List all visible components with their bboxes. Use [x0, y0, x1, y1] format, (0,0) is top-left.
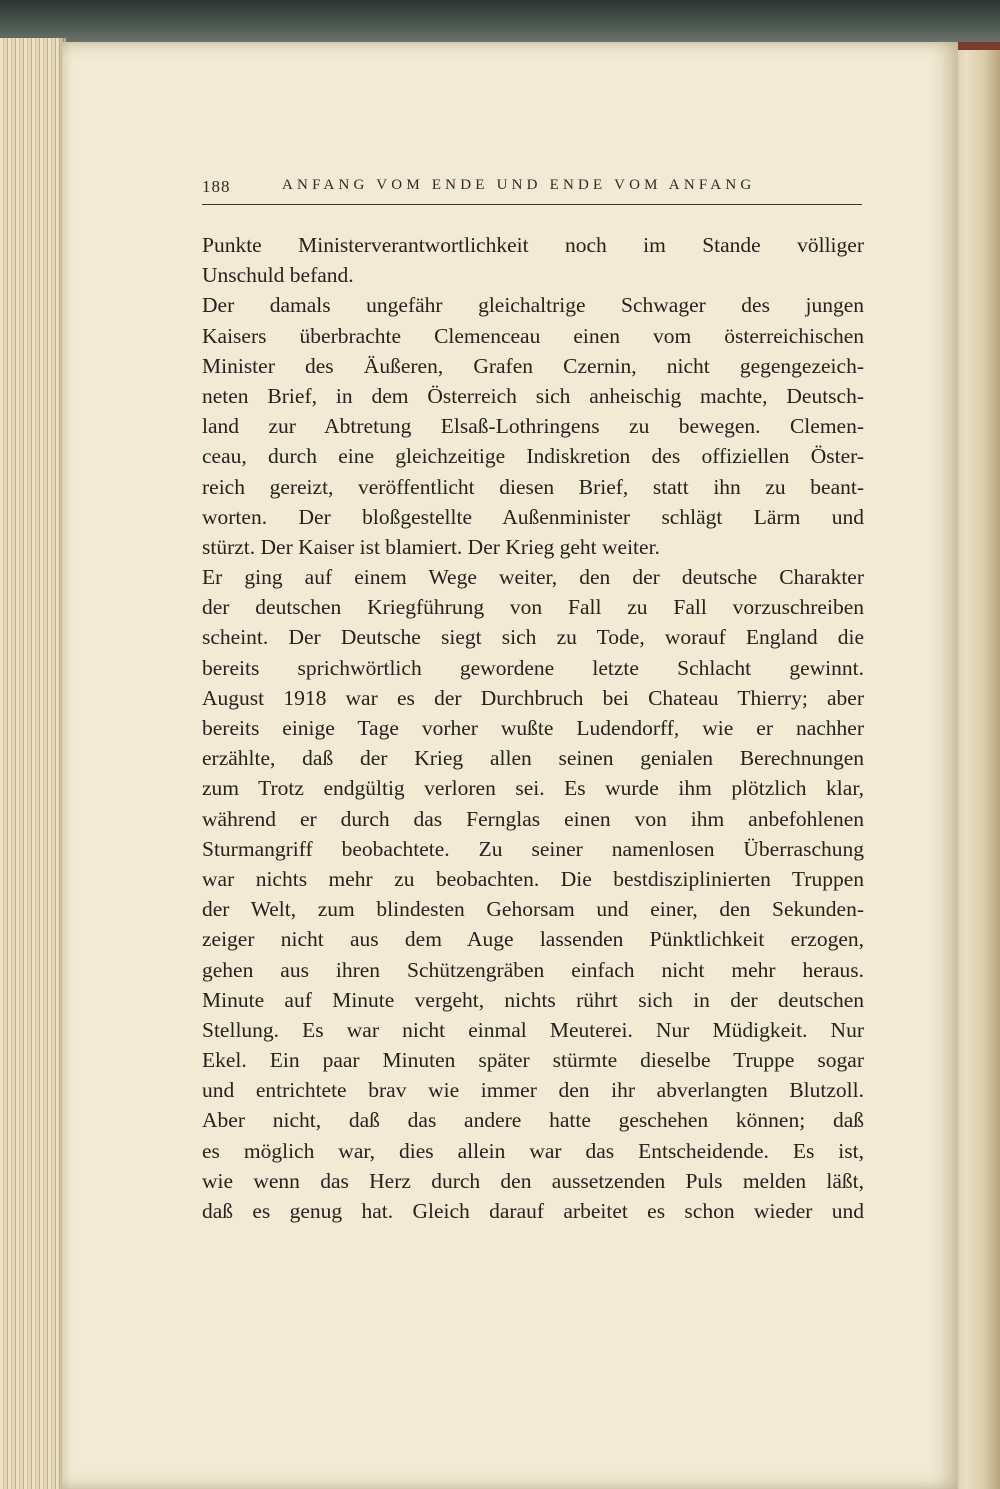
text-line: ceau, durch eine gleichzeitige Indiskretion des offiziellen Öster- [202, 444, 864, 469]
text-line: bereits einige Tage vorher wußte Ludendorff, wie er nachher [202, 716, 864, 740]
text-line: Stellung. Es war nicht einmal Meuterei. Nur Müdigkeit. Nur [202, 1017, 864, 1042]
text-line: Er ging auf einem Wege weiter, den der deutsche Charakter [202, 565, 864, 590]
text-line: Minute auf Minute vergeht, nichts rührt sich in der deutschen [202, 987, 864, 1012]
text-line: bereits sprichwörtlich gewordene letzte Schlacht gewinnt. [202, 655, 864, 680]
text-line: Minister des Äußeren, Grafen Czernin, nicht gegengezeich- [202, 353, 864, 378]
text-line: es möglich war, dies allein war das Entscheidende. Es ist, [202, 1138, 864, 1163]
text-line: während er durch das Fernglas einen von ihm anbefohlenen [202, 806, 864, 831]
book-top-edge [0, 0, 1000, 42]
text-line: zeiger nicht aus dem Auge lassenden Pünktlichkeit erzogen, [202, 927, 864, 952]
text-line: August 1918 war es der Durchbruch bei Chateau Thierry; aber [202, 685, 864, 710]
text-line: wie wenn das Herz durch den aussetzenden Puls melden läßt, [202, 1168, 864, 1193]
text-line: Der damals ungefähr gleichaltrige Schwager des jungen [202, 293, 864, 318]
text-line: Sturmangriff beobachtete. Zu seiner namenlosen Überraschung [202, 836, 864, 861]
text-line: worten. Der bloßgestellte Außenminister schlägt Lärm und [202, 504, 864, 529]
text-line: stürzt. Der Kaiser ist blamiert. Der Krieg geht weiter. [202, 534, 660, 559]
text-line: der deutschen Kriegführung von Fall zu Fall vorzuschreiben [202, 595, 864, 620]
text-line: war nichts mehr zu beobachten. Die bestdisziplinierten Truppen [202, 866, 864, 891]
paragraph [202, 562, 864, 1226]
running-head: ANFANG VOM ENDE UND ENDE VOM ANFANG [282, 177, 756, 193]
text-line: Punkte Ministerverantwortlichkeit noch im Stande völliger [202, 233, 864, 257]
text-line: reich gereizt, veröffentlicht diesen Brief, statt ihn zu beant- [202, 474, 864, 499]
text-line: Aber nicht, daß das andere hatte geschehen können; daß [202, 1108, 864, 1133]
text-line: der Welt, zum blindesten Gehorsam und einer, den Sekunden- [202, 897, 864, 922]
paragraph [202, 290, 864, 562]
page-header [202, 177, 862, 201]
text-line: scheint. Der Deutsche siegt sich zu Tode, worauf England die [202, 625, 864, 650]
text-line: Ekel. Ein paar Minuten später stürmte dieselbe Truppe sogar [202, 1048, 864, 1073]
text-line: Kaisers überbrachte Clemenceau einen vom österreichischen [202, 323, 864, 348]
text-line: daß es genug hat. Gleich darauf arbeitet es schon wieder und [202, 1199, 864, 1223]
text-line: erzählte, daß der Krieg allen seinen genialen Berechnungen [202, 746, 864, 771]
text-line: zum Trotz endgültig verloren sei. Es wurde ihm plötzlich klar, [202, 776, 864, 801]
paragraph [202, 230, 864, 290]
page-stack-edge [0, 38, 66, 1489]
page-number: 188 [202, 177, 231, 196]
body-text [202, 230, 864, 1226]
text-line: und entrichtete brav wie immer den ihr abverlangten Blutzoll. [202, 1078, 864, 1103]
text-line: land zur Abtretung Elsaß-Lothringens zu bewegen. Clemen- [202, 414, 864, 439]
text-line: neten Brief, in dem Österreich sich anheischig machte, Deutsch- [202, 383, 864, 408]
header-rule [202, 204, 862, 205]
text-line: gehen aus ihren Schützengräben einfach nicht mehr heraus. [202, 957, 864, 982]
text-line: Unschuld befand. [202, 263, 354, 288]
